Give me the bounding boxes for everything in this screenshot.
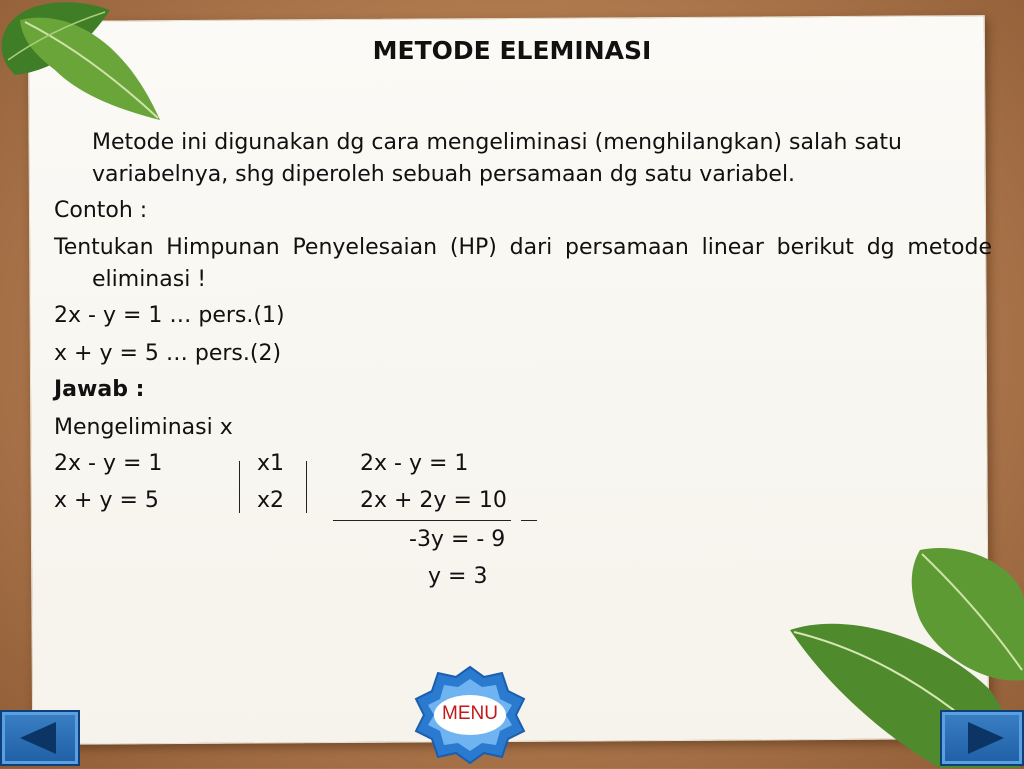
multiplier-2: x2 <box>257 488 285 513</box>
contoh-label: Contoh : <box>54 198 148 223</box>
subtraction-line <box>333 520 511 521</box>
result-line-1: -3y = - 9 <box>409 527 506 552</box>
triangle-left-icon <box>2 712 78 764</box>
next-button[interactable] <box>940 710 1024 766</box>
result-line-2: y = 3 <box>428 564 488 589</box>
multiplier-1: x1 <box>257 451 285 476</box>
left-equation-1: 2x - y = 1 <box>54 451 163 476</box>
step-label: Mengeliminasi x <box>54 415 233 440</box>
menu-button[interactable] <box>412 665 528 765</box>
prev-button[interactable] <box>0 710 80 766</box>
minus-sign <box>521 520 537 521</box>
left-equation-2: x + y = 5 <box>54 488 159 513</box>
right-equation-2: 2x + 2y = 10 <box>360 488 507 513</box>
task-text: Tentukan Himpunan Penyelesaian (HP) dari persamaan linear berikut dg metode eliminasi ! <box>54 235 992 292</box>
triangle-right-icon <box>942 712 1022 764</box>
right-equation-1: 2x - y = 1 <box>360 451 469 476</box>
slide-title: METODE ELEMINASI <box>372 36 652 65</box>
jawab-label: Jawab : <box>54 377 145 402</box>
multiplier-bar-right <box>306 461 307 513</box>
menu-label: MENU <box>442 703 498 724</box>
equation-2: x + y = 5 … pers.(2) <box>54 341 282 366</box>
multiplier-bar-left <box>239 461 240 513</box>
equation-1: 2x - y = 1 … pers.(1) <box>54 303 285 328</box>
intro-paragraph: Metode ini digunakan dg cara mengeliminasi (menghilangkan) salah satu variabelnya, shg diperoleh sebuah persamaan dg satu variabel. <box>92 130 902 187</box>
